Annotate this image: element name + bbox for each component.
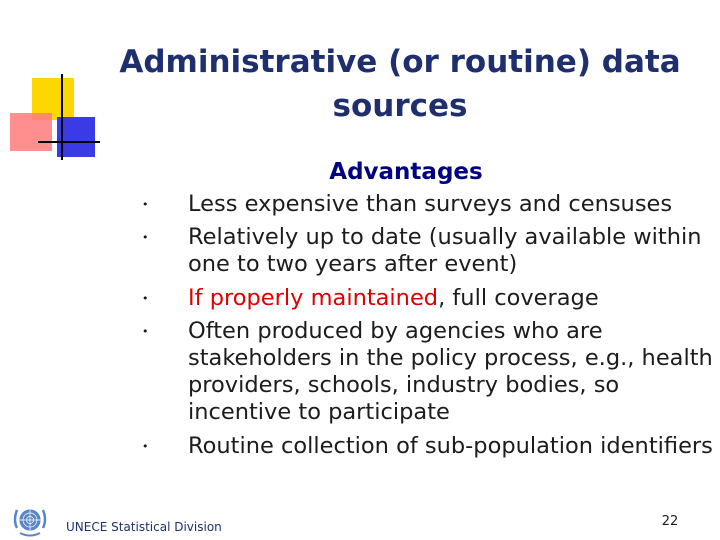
- bullet-icon: •: [142, 324, 149, 338]
- bullet-text: Relatively up to date (usually available within one to two years after event): [188, 224, 702, 278]
- bullet-text: Often produced by agencies who are stakeholders in the policy process, e.g., health providers, schools, industry bodies, so incentive to participate: [188, 317, 713, 426]
- slide-title: Administrative (or routine) data sources: [119, 44, 681, 124]
- bullet-text: , full coverage: [438, 284, 599, 311]
- bullet-text: Less expensive than surveys and censuses: [188, 191, 673, 217]
- un-emblem-icon: [8, 500, 52, 540]
- bullet-icon: •: [142, 231, 149, 245]
- red-pink-square: [10, 113, 52, 151]
- list-item: [130, 433, 714, 460]
- bullet-text: Routine collection of sub-population identifiers: [188, 432, 713, 459]
- list-item: [130, 285, 714, 312]
- footer-organization: UNECE Statistical Division: [66, 520, 222, 534]
- bullet-icon: •: [142, 198, 149, 211]
- bullet-icon: •: [142, 291, 149, 305]
- page-number: 22: [661, 514, 679, 529]
- advantages-list: [130, 191, 714, 466]
- decorative-squares-graphic: [0, 0, 110, 170]
- section-heading: Advantages: [329, 159, 483, 185]
- bullet-highlight: If properly maintained: [188, 284, 439, 311]
- list-item: [130, 191, 714, 218]
- bullet-icon: •: [142, 439, 149, 453]
- list-item: [130, 318, 714, 427]
- list-item: [130, 224, 714, 278]
